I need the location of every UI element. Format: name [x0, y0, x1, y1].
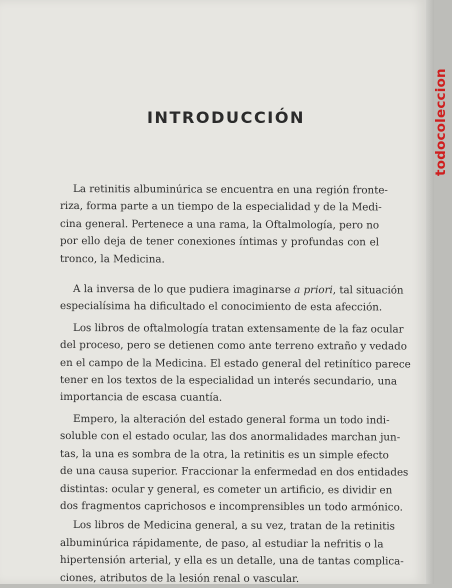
text-line: [60, 355, 411, 374]
text-line: [60, 463, 409, 482]
paragraph: [60, 411, 409, 517]
watermark-text: todocoleccion: [433, 68, 449, 176]
text-segment: Los libros de oftalmología tratan extensamente de la faz ocular: [73, 321, 404, 336]
text-line: [60, 517, 395, 536]
text-line: [60, 298, 383, 317]
text-segment: hipertensión arterial, y ella es un detalle, una de tantas complica-: [60, 554, 404, 568]
text-line: [60, 251, 379, 270]
italic-phrase: a priori: [294, 284, 333, 297]
text-segment: tener en los textos de la especialidad un interés secundario, una: [60, 374, 398, 388]
text-line: [60, 181, 388, 200]
text-line: [60, 446, 389, 465]
text-line: [60, 216, 379, 235]
text-segment: distintas: ocular y general, es cometer un artificio, es dividir en: [60, 482, 393, 496]
text-segment: ciones, atributos de la lesión renal o vascular.: [60, 571, 300, 585]
text-line: [60, 411, 390, 430]
text-segment: por ello deja de tener conexiones íntimas y profundas con el: [60, 235, 379, 249]
text-segment: A la inversa de lo que pudiera imaginarse: [73, 283, 295, 297]
text-segment: albuminúrica rápidamente, de paso, al estudiar la nefritis o la: [60, 536, 384, 551]
text-segment: del proceso, pero se detienen como ante terreno extraño y vedado: [60, 339, 407, 353]
text-line: [60, 535, 384, 554]
text-line: [60, 372, 398, 391]
text-segment: , tal situación: [332, 284, 404, 297]
text-line: [60, 481, 393, 500]
text-line: [60, 428, 401, 447]
text-line: [60, 233, 379, 252]
text-segment: importancia de escasa cuantía.: [60, 391, 223, 405]
body-text: [60, 181, 411, 588]
text-line: [60, 320, 404, 339]
text-line: [60, 570, 379, 588]
text-segment: Los libros de Medicina general, a su vez, tratan de la retinitis: [73, 519, 395, 533]
watermark: [430, 0, 452, 584]
text-segment: especialísima ha dificultado el conocimiento de esta afección.: [60, 300, 383, 314]
paragraph: [60, 320, 411, 408]
paragraph: [60, 181, 388, 269]
text-line: [60, 281, 404, 300]
text-segment: soluble con el estado ocular, las dos anormalidades marchan jun-: [60, 430, 401, 444]
paragraph: [60, 281, 404, 317]
text-segment: riza, forma parte a un tiempo de la especialidad y de la Medi-: [60, 200, 382, 214]
paragraph: [60, 517, 404, 588]
text-line: [60, 198, 382, 217]
text-segment: dos fragmentos caprichosos e incomprensibles un todo armónico.: [60, 499, 403, 514]
text-segment: tas, la una es sombra de la otra, la retinitis es un simple efecto: [60, 447, 389, 462]
text-line: [60, 337, 407, 356]
text-segment: La retinitis albuminúrica se encuentra en una región fronte-: [73, 183, 388, 197]
text-segment: cina general. Pertenece a una rama, la Oftalmología, pero no: [60, 217, 380, 232]
text-line: [60, 389, 379, 408]
text-line: [60, 498, 403, 517]
text-line: [60, 552, 404, 571]
text-segment: en el campo de la Medicina. El estado general del retinítico parece: [60, 356, 411, 371]
text-segment: de una causa superior. Fraccionar la enfermedad en dos entidades: [60, 465, 409, 479]
page-title: INTRODUCCIÓN: [146, 108, 306, 127]
text-segment: tronco, la Medicina.: [60, 252, 165, 266]
text-segment: Empero, la alteración del estado general forma un todo indi-: [73, 412, 390, 427]
